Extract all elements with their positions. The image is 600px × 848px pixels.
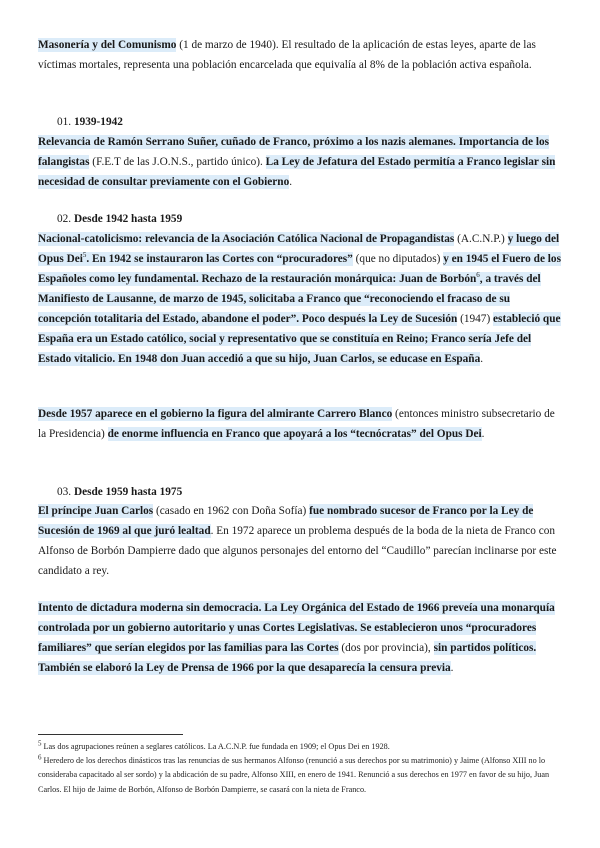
paragraph-1942-1959: Nacional-catolicismo: relevancia de la Asociación Católica Nacional de Propagandistas (A.C.N.P.) y luego del Opus Dei$^5$. En 1942 se instauraron las Cortes con “procuradores” (que no diputados) y en 1945 el Fuero de los Españoles como ley fundamental. Rechazo de la restauración monárquica: Juan de Borbón$^6$, a través del Manifiesto de Lausanne, de marzo de 1945, solicitaba a Franco que “reconociendo el fracaso de su concepción totalitaria del Estado, abandone el poder”. Poco después la Ley de Sucesión (1947) estableció que España era un Estado católico, social y representativo que se constituía en Reino; Franco sería Jefe del Estado vitalicio. En 1948 don Juan accedió a que su hijo, Juan Carlos, se educase en España. (38, 233, 561, 365)
footnote-divider (38, 734, 183, 735)
footnote-5: $^5$ Las dos agrupaciones reúnen a seglares católicos. La A.C.N.P. fue fundada en 1909; el Opus Dei en 1928. (38, 739, 390, 751)
footnote-ref-6[interactable]: 6 (476, 271, 480, 280)
section-number: 01. (57, 116, 72, 128)
bold-phrase: Masonería y del Comunismo (38, 39, 177, 51)
section-heading-3 (57, 482, 182, 502)
section-number: 03. (57, 486, 72, 498)
paragraph-intro: Masonería y del Comunismo (1 de marzo de 1940). El resultado de la aplicación de estas leyes, aparte de las víctimas mortales, representa una población encarcelada que equivalía al 8% de la población activa española. (38, 39, 536, 71)
paragraph-ley-organica: Intento de dictadura moderna sin democracia. La Ley Orgánica del Estado de 1966 preveía una monarquía controlada por un gobierno autoritario y unas Cortes Legislativas. Se establecieron unos “procuradores familiares” que serían elegidos por las familias para las Cortes (dos por provincia), sin partidos políticos. También se elaboró la Ley de Prensa de 1966 por la que desaparecía la censura previa. (38, 602, 555, 674)
section-title: 1939-1942 (73, 116, 123, 128)
section-heading-1 (57, 112, 123, 132)
section-number: 02. (57, 213, 72, 225)
section-title: Desde 1942 hasta 1959 (73, 213, 183, 225)
section-heading-2 (57, 209, 182, 229)
paragraph-1939-1942: Relevancia de Ramón Serrano Suñer, cuñado de Franco, próximo a los nazis alemanes. Importancia de los falangistas (F.E.T de las J.O.N.S., partido único). La Ley de Jefatura del Estado permitía a Franco legislar sin necesidad de consultar previamente con el Gobierno. (38, 136, 556, 188)
section-title: Desde 1959 hasta 1975 (73, 486, 183, 498)
footnote-6: $^6$ Heredero de los derechos dinásticos tras las renuncias de sus hermanos Alfonso (renunció a sus derechos por su matrimonio) y Jaime (Alfonso XIII no lo consideraba capacitado al ser sordo) y la abdicación de su padre, Alfonso XIII, en enero de 1941. Renunció a sus derechos en 1977 en favor de su hijo, Juan Carlos. El hijo de Jaime de Borbón, Alfonso de Borbón Dampierre, se casará con la nieta de Franco. (38, 753, 550, 794)
paragraph-1959-1975: El príncipe Juan Carlos (casado en 1962 con Doña Sofía) fue nombrado sucesor de Franco por la Ley de Sucesión de 1969 al que juró lealtad. En 1972 aparece un problema después de la boda de la nieta de Franco con Alfonso de Borbón Dampierre dado que algunos personajes del entorno del “Caudillo” parecían inclinarse por este candidato a rey. (38, 505, 557, 577)
footnote-ref-5[interactable]: 5 (82, 251, 87, 260)
paragraph-carrero-blanco: Desde 1957 aparece en el gobierno la figura del almirante Carrero Blanco (entonces ministro subsecretario de la Presidencia) de enorme influencia en Franco que apoyará a los “tecnócratas” del Opus Dei. (38, 408, 555, 440)
